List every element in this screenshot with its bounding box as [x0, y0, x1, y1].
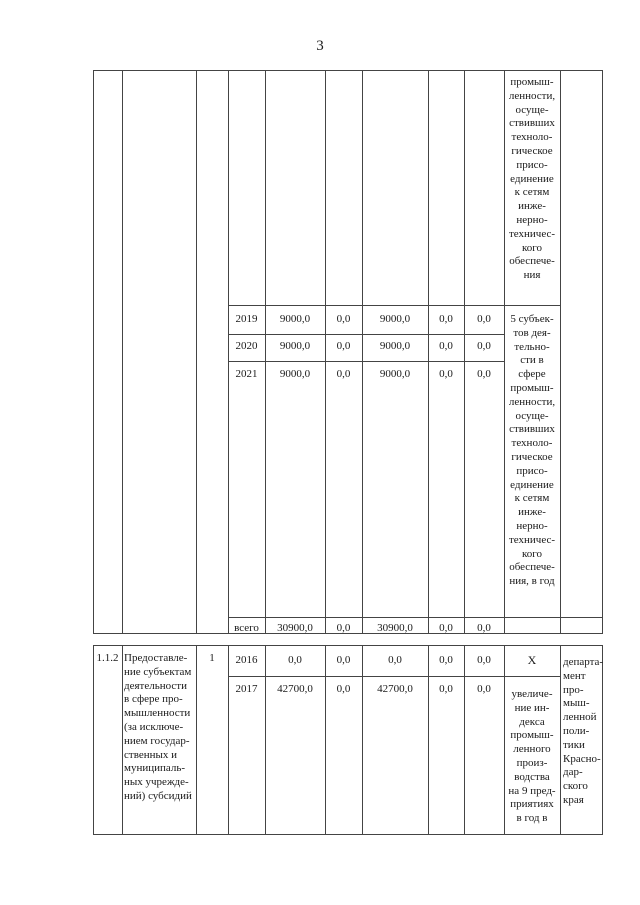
note-continued: промыш- ленности, осуще- ствивших техноло- гическое присо- единение к сетям инже- нерно- техничес- кого обеспече- ния: [508, 76, 556, 282]
extra-cell: 0,0: [477, 683, 491, 695]
item-status: 1: [209, 652, 215, 664]
item-number: 1.1.2: [96, 652, 119, 664]
extra-cell: 0,0: [477, 622, 491, 634]
extra-cell: 0,0: [477, 340, 491, 352]
local-cell: 0,0: [439, 683, 453, 695]
extra-cell: 0,0: [477, 368, 491, 380]
total-cell: 9000,0: [279, 368, 311, 380]
federal-cell: 0,0: [336, 340, 351, 352]
result-cell: X: [527, 653, 537, 667]
year-cell: всего: [234, 622, 259, 634]
result-2017-note: увеличе- ние ин- декса промыш- ленного произ- водства на 9 пред- приятиях в год в: [508, 688, 556, 825]
total-cell: 30900,0: [277, 622, 313, 634]
local-cell: 0,0: [439, 622, 453, 634]
extra-cell: 0,0: [477, 654, 491, 666]
item-name: Предоставле- ние субъектам деятельности в сфере про- мышленности (за исключе- нием государ- ственных и муниципаль- ных учрежде- ний) субсидий: [124, 652, 192, 802]
regional-cell: 9000,0: [379, 368, 411, 380]
extra-cell: 0,0: [477, 313, 491, 325]
regional-cell: 9000,0: [379, 313, 411, 325]
regional-cell: 9000,0: [379, 340, 411, 352]
year-cell: 2020: [235, 340, 258, 352]
year-cell: 2017: [235, 683, 258, 695]
regional-cell: 0,0: [388, 654, 402, 666]
federal-cell: 0,0: [336, 622, 351, 634]
local-cell: 0,0: [439, 368, 453, 380]
page-number: 3: [316, 38, 324, 54]
total-cell: 9000,0: [279, 340, 311, 352]
local-cell: 0,0: [439, 654, 453, 666]
regional-cell: 30900,0: [377, 622, 413, 634]
year-cell: 2021: [235, 368, 258, 380]
year-cell: 2016: [235, 654, 258, 666]
regional-cell: 42700,0: [377, 683, 413, 695]
federal-cell: 0,0: [336, 368, 351, 380]
year-cell: 2019: [235, 313, 258, 325]
executor: департа- мент про- мыш- ленной поли- тики Красно- дар- ского края: [563, 656, 604, 806]
local-cell: 0,0: [439, 313, 453, 325]
total-cell: 42700,0: [277, 683, 313, 695]
federal-cell: 0,0: [336, 313, 351, 325]
federal-cell: 0,0: [336, 654, 351, 666]
federal-cell: 0,0: [336, 683, 351, 695]
target-indicator-note: 5 субъек- тов дея- тельно- сти в сфере промыш- ленности, осуще- ствивших техноло- гическое присо- единение к сетям инже- нерно- техничес- кого обеспече- ния, в год: [508, 313, 556, 588]
total-cell: 9000,0: [279, 313, 311, 325]
total-cell: 0,0: [288, 654, 302, 666]
local-cell: 0,0: [439, 340, 453, 352]
